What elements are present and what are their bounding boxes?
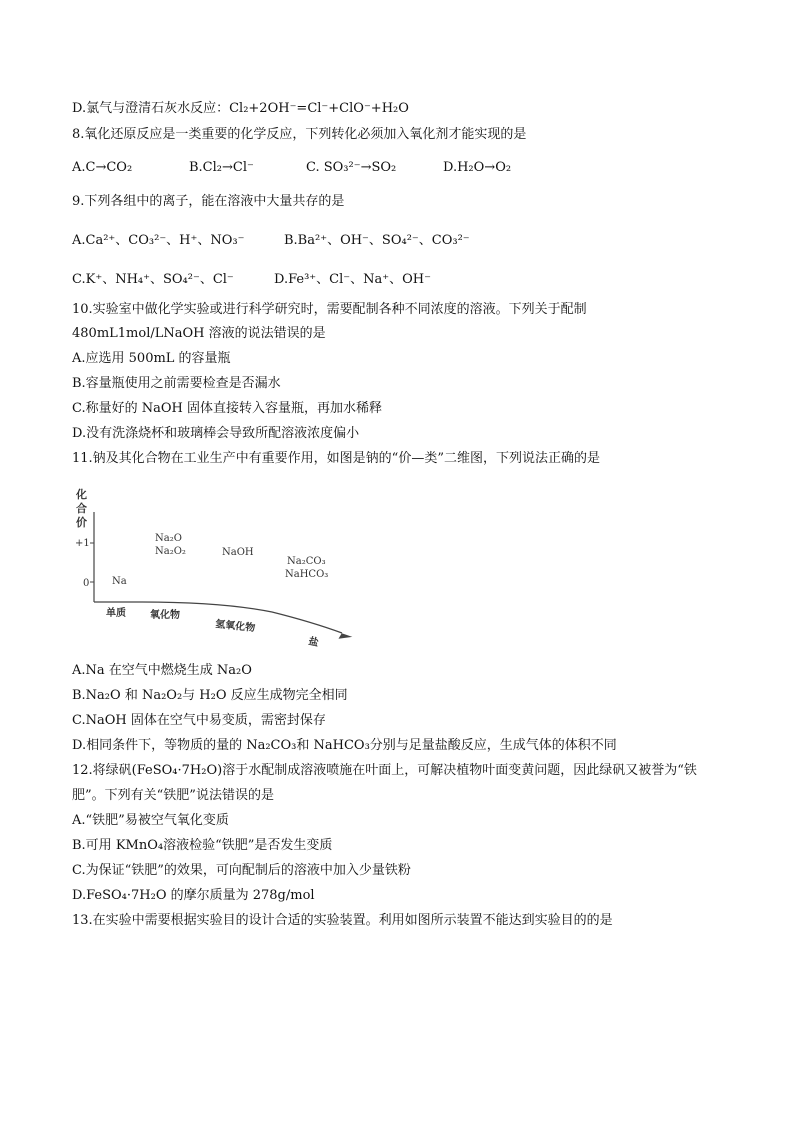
q8-stem: 8.氧化还原反应是一类重要的化学反应，下列转化必须加入氧化剂才能实现的是 <box>72 127 527 142</box>
y-axis-label-char2: 合 <box>76 502 87 515</box>
substance-na2co3: Na₂CO₃ <box>287 556 326 567</box>
substance-na: Na <box>112 576 127 587</box>
x-cat-oxide: 氧化物 <box>150 610 180 621</box>
y-axis-label-char1: 化 <box>76 488 87 501</box>
q9-option-b: B.Ba²⁺、OH⁻、SO₄²⁻、CO₃²⁻ <box>284 233 470 248</box>
q11-stem: 11.钠及其化合物在工业生产中有重要作用，如图是钠的“价—类”二维图，下列说法正确的是 <box>72 451 600 466</box>
valence-class-chart <box>72 482 362 654</box>
substance-nahco3: NaHCO₃ <box>285 569 329 580</box>
q8-option-c: C. SO₃²⁻→SO₂ <box>306 160 397 175</box>
q11-option-d: D.相同条件下，等物质的量的 Na₂CO₃和 NaHCO₃分别与足量盐酸反应，生成气体的体积不同 <box>72 738 617 753</box>
q11-option-b: B.Na₂O 和 Na₂O₂与 H₂O 反应生成物完全相同 <box>72 688 348 703</box>
x-cat-element: 单质 <box>106 608 126 619</box>
q10-stem-line1: 10.实验室中做化学实验或进行科学研究时，需要配制各种不同浓度的溶液。下列关于配制 <box>72 302 587 317</box>
q8-option-b: B.Cl₂→Cl⁻ <box>189 160 254 175</box>
q8-option-d: D.H₂O→O₂ <box>443 160 512 175</box>
substance-na2o2: Na₂O₂ <box>155 546 186 557</box>
substance-naoh: NaOH <box>222 547 254 558</box>
substance-na2o: Na₂O <box>155 533 182 544</box>
y-tick-zero: 0 <box>83 578 90 589</box>
q12-stem-line1: 12.将绿矾(FeSO₄·7H₂O)溶于水配制成溶液喷施在叶面上，可解决植物叶面变黄问题，因此绿矾又被誉为“铁 <box>72 763 697 778</box>
q12-stem-line2: 肥”。下列有关“铁肥”说法错误的是 <box>72 788 274 803</box>
x-axis-arrow <box>338 632 353 639</box>
q9-option-c: C.K⁺、NH₄⁺、SO₄²⁻、Cl⁻ <box>72 272 234 287</box>
q8-option-a: A.C→CO₂ <box>72 160 133 175</box>
q9-stem: 9.下列各组中的离子，能在溶液中大量共存的是 <box>72 194 345 209</box>
q12-option-c: C.为保证“铁肥”的效果，可向配制后的溶液中加入少量铁粉 <box>72 863 411 878</box>
x-cat-hydroxide: 氢氧化物 <box>214 619 256 635</box>
q12-option-a: A.“铁肥”易被空气氧化变质 <box>72 813 229 828</box>
q10-option-c: C.称量好的 NaOH 固体直接转入容量瓶，再加水稀释 <box>72 401 383 416</box>
q11-option-c: C.NaOH 固体在空气中易变质，需密封保存 <box>72 713 326 728</box>
q10-stem-line2: 480mL1mol/LNaOH 溶液的说法错误的是 <box>72 326 326 341</box>
q12-option-b: B.可用 KMnO₄溶液检验“铁肥”是否发生变质 <box>72 838 333 853</box>
q12-option-d: D.FeSO₄·7H₂O 的摩尔质量为 278g/mol <box>72 888 315 903</box>
x-cat-salt: 盐 <box>307 636 320 650</box>
q9-option-a: A.Ca²⁺、CO₃²⁻、H⁺、NO₃⁻ <box>72 233 245 248</box>
q10-option-b: B.容量瓶使用之前需要检查是否漏水 <box>72 376 281 391</box>
q7-option-d: D.氯气与澄清石灰水反应：Cl₂+2OH⁻=Cl⁻+ClO⁻+H₂O <box>72 101 409 116</box>
y-tick-plus1: +1 <box>75 538 90 549</box>
q13-stem: 13.在实验中需要根据实验目的设计合适的实验装置。利用如图所示装置不能达到实验目的的是 <box>72 913 613 928</box>
q9-option-d: D.Fe³⁺、Cl⁻、Na⁺、OH⁻ <box>274 272 431 287</box>
q10-option-d: D.没有洗涤烧杯和玻璃棒会导致所配溶液浓度偏小 <box>72 426 360 441</box>
q10-option-a: A.应选用 500mL 的容量瓶 <box>72 351 231 366</box>
q11-option-a: A.Na 在空气中燃烧生成 Na₂O <box>72 663 252 678</box>
y-axis-label-char3: 价 <box>76 516 87 529</box>
